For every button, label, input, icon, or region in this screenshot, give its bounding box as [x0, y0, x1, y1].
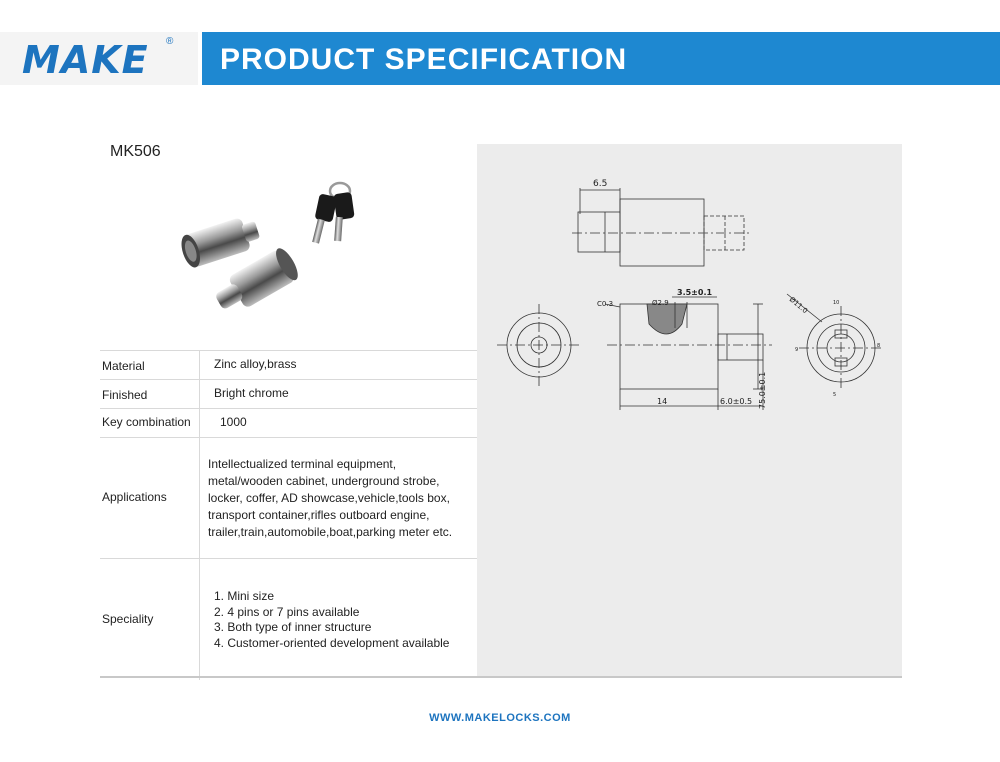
- dim-length: 14: [657, 397, 668, 406]
- speciality-line: 4. Customer-oriented development available: [214, 635, 450, 650]
- bottom-divider: [100, 676, 902, 678]
- mark-b: 9: [795, 347, 799, 353]
- spec-value: Bright chrome: [214, 386, 289, 400]
- brand-logo: MAKE: [22, 38, 149, 82]
- title-banner: [202, 32, 1000, 85]
- spec-value: Zinc alloy,brass: [214, 357, 297, 371]
- speciality-line: 2. 4 pins or 7 pins available: [214, 604, 360, 619]
- spec-label: Applications: [102, 490, 167, 504]
- column-divider: [199, 559, 200, 680]
- mark-c: 8: [877, 343, 881, 349]
- application-line: locker, coffer, AD showcase,vehicle,tools box,: [208, 491, 450, 505]
- footer-url[interactable]: WWW.MAKELOCKS.COM: [429, 712, 571, 724]
- spec-row-material: [100, 350, 477, 379]
- spec-label: Finished: [102, 388, 148, 402]
- dim-hole: Ø2.9: [652, 299, 669, 307]
- column-divider: [199, 380, 200, 408]
- mark-d: 5: [833, 392, 837, 398]
- application-line: metal/wooden cabinet, underground strobe,: [208, 474, 440, 488]
- dim-depth: 3.5±0.1: [677, 288, 713, 297]
- spec-label: Key combination: [102, 415, 191, 429]
- dim-chamfer: C0.3: [597, 300, 614, 308]
- dim-dia: Ø11.0: [787, 295, 810, 316]
- column-divider: [199, 351, 200, 379]
- dim-pin: 6.0±0.5: [720, 397, 753, 406]
- spec-row-speciality: [100, 558, 477, 680]
- application-line: trailer,train,automobile,boat,parking meter etc.: [208, 525, 453, 539]
- spec-value-lines: [208, 456, 452, 541]
- page-title: PRODUCT SPECIFICATION: [220, 43, 628, 76]
- spec-label: Speciality: [102, 612, 154, 626]
- product-model: MK506: [110, 143, 161, 160]
- spec-table: [100, 350, 477, 680]
- speciality-line: 3. Both type of inner structure: [214, 620, 372, 634]
- product-photo: [175, 175, 375, 320]
- registered-mark: ®: [166, 36, 174, 47]
- spec-row-finished: [100, 379, 477, 408]
- application-line: transport container,rifles outboard engine,: [208, 508, 430, 522]
- column-divider: [199, 409, 200, 437]
- speciality-line: 1. Mini size: [214, 589, 275, 603]
- spec-row-key-combination: [100, 408, 477, 437]
- application-line: Intellectualized terminal equipment,: [208, 457, 397, 471]
- mark-a: 10: [833, 300, 840, 306]
- spec-value-lines: [214, 589, 449, 651]
- dim-top: 6.5: [593, 179, 608, 189]
- spec-label: Material: [102, 359, 145, 373]
- spec-value: 1000: [220, 415, 247, 429]
- spec-row-applications: [100, 437, 477, 558]
- column-divider: [199, 438, 200, 558]
- technical-drawing: [477, 144, 902, 444]
- logo-panel: [0, 32, 198, 85]
- dim-total: 75.0±0.1: [758, 371, 767, 409]
